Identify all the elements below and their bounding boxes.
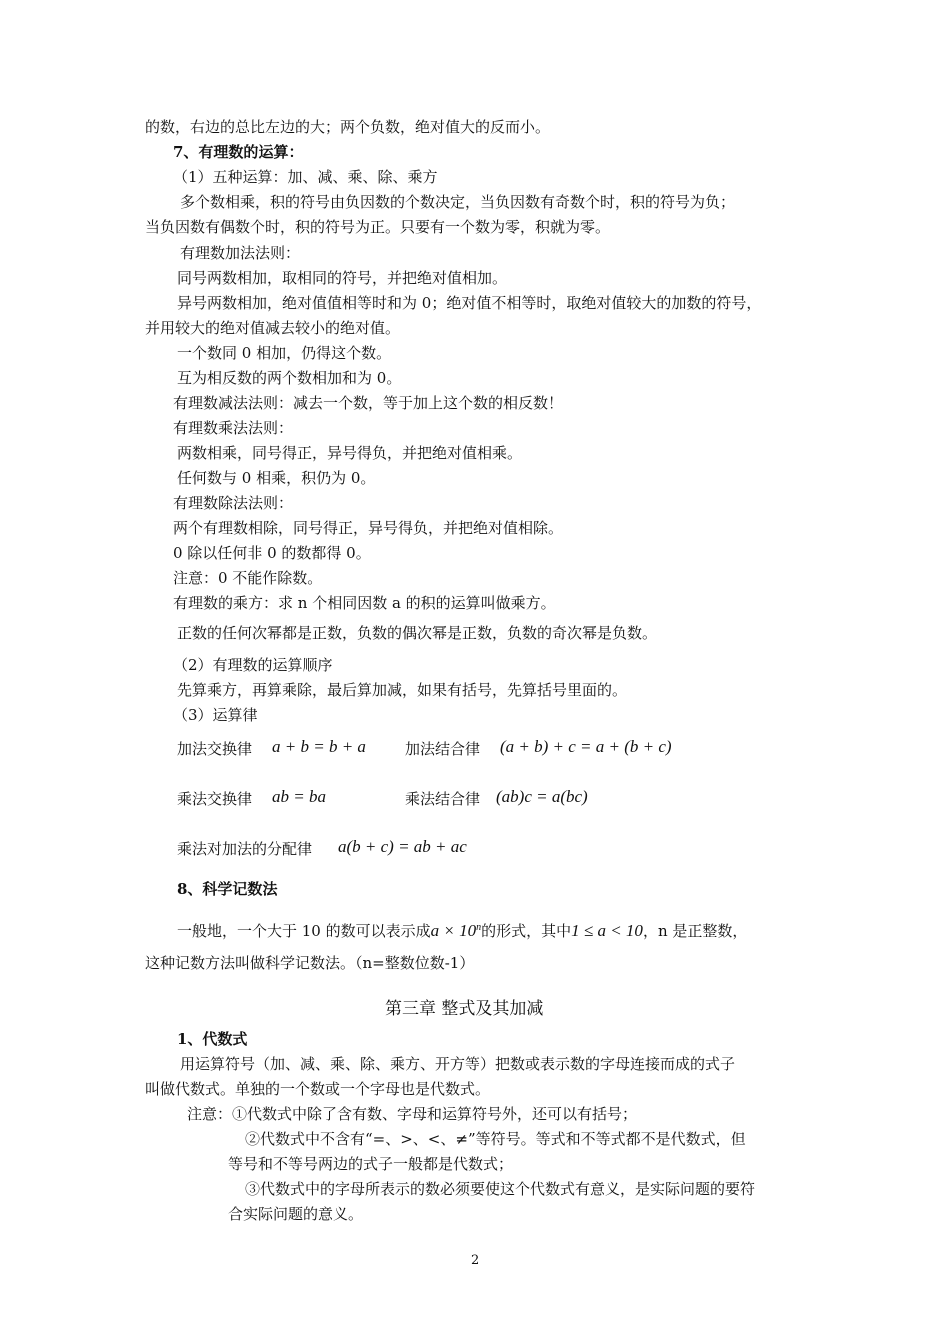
section-heading-1: 1、代数式 <box>177 1030 248 1048</box>
text-line: 正数的任何次幂都是正数，负数的偶次幂是正数，负数的奇次幂是负数。 <box>177 624 658 642</box>
formula-distributive: a(b + c) = ab + ac <box>338 837 467 856</box>
text-line: 多个数相乘，积的符号由负因数的个数决定，当负因数有奇数个时，积的符号为负； <box>180 193 736 211</box>
text-line: 互为相反数的两个数相加和为 0。 <box>177 369 402 387</box>
law-label-add-commutative: 加法交换律 <box>177 740 253 758</box>
sci-text-c: ，n 是正整数， <box>642 922 748 940</box>
law-label-distributive: 乘法对加法的分配律 <box>177 840 313 858</box>
note-line: 等号和不等号两边的式子一般都是代数式； <box>228 1155 514 1173</box>
text-line: 注意：0 不能作除数。 <box>173 569 323 587</box>
text-line: 两个有理数相除，同号得正，异号得负，并把绝对值相除。 <box>173 519 564 537</box>
text-line: 的数，右边的总比左边的大；两个负数，绝对值大的反而小。 <box>145 118 551 136</box>
rule-heading: 有理数乘法法则： <box>173 419 294 437</box>
text-line: 异号两数相加，绝对值值相等时和为 0；绝对值不相等时，取绝对值较大的加数的符号， <box>177 294 762 312</box>
text-line: 任何数与 0 相乘，积仍为 0。 <box>177 469 376 487</box>
law-label-mul-commutative: 乘法交换律 <box>177 790 253 808</box>
text-line: 有理数减法法则：减去一个数，等于加上这个数的相反数！ <box>173 394 564 412</box>
formula-add-associative: (a + b) + c = a + (b + c) <box>500 737 672 756</box>
text-line: 同号两数相加，取相同的符号，并把绝对值相加。 <box>177 269 508 287</box>
note-line: 注意：①代数式中除了含有数、字母和运算符号外，还可以有括号； <box>187 1105 638 1123</box>
sci-text-b: 的形式，其中 <box>481 922 572 940</box>
rule-heading: 有理数加法法则： <box>180 244 301 262</box>
text-line: 并用较大的绝对值减去较小的绝对值。 <box>145 319 401 337</box>
subsection-heading: （2）有理数的运算顺序 <box>173 656 333 674</box>
chapter-title: 第三章 整式及其加减 <box>385 999 544 1019</box>
subsection-heading: （3）运算律 <box>173 706 258 724</box>
text-line: 当负因数有偶数个时，积的符号为正。只要有一个数为零，积就为零。 <box>145 218 611 236</box>
text-line: 用运算符号（加、减、乘、除、乘方、开方等）把数或表示数的字母连接而成的式子 <box>180 1055 736 1073</box>
subsection-heading: （1）五种运算：加、减、乘、除、乘方 <box>173 168 438 186</box>
text-line: 0 除以任何非 0 的数都得 0。 <box>173 544 371 562</box>
text-line: 先算乘方，再算乘除，最后算加减，如果有括号，先算括号里面的。 <box>177 681 628 699</box>
formula-sci-form: a × 10 <box>430 921 477 940</box>
text-line: 有理数的乘方：求 n 个相同因数 a 的积的运算叫做乘方。 <box>173 594 556 612</box>
formula-mul-associative: (ab)c = a(bc) <box>496 787 588 806</box>
section-heading-8: 8、科学记数法 <box>177 880 278 898</box>
note-line: 合实际问题的意义。 <box>228 1205 364 1223</box>
note-line: ②代数式中不含有“=、>、<、≠”等符号。等式和不等式都不是代数式，但 <box>245 1130 746 1148</box>
note-line: ③代数式中的字母所表示的数必须要使这个代数式有意义，是实际问题的要符 <box>245 1180 756 1198</box>
text-line: 两数相乘，同号得正，异号得负，并把绝对值相乘。 <box>177 444 523 462</box>
text-line: 这种记数方法叫做科学记数法。（n=整数位数-1） <box>145 954 475 972</box>
text-line: 一个数同 0 相加，仍得这个数。 <box>177 344 392 362</box>
law-label-mul-associative: 乘法结合律 <box>405 790 481 808</box>
page-number: 2 <box>471 1253 480 1268</box>
formula-sci-exponent: n <box>476 922 482 933</box>
text-line <box>177 918 747 941</box>
section-heading-7: 7、有理数的运算： <box>173 143 304 161</box>
formula-sci-condition: 1 ≤ a < 10 <box>571 921 643 940</box>
rule-heading: 有理数除法法则： <box>173 494 294 512</box>
law-label-add-associative: 加法结合律 <box>405 740 481 758</box>
sci-text-a: 一般地，一个大于 10 的数可以表示成 <box>177 922 431 940</box>
text-line: 叫做代数式。单独的一个数或一个字母也是代数式。 <box>145 1080 491 1098</box>
formula-add-commutative: a + b = b + a <box>272 737 366 756</box>
formula-mul-commutative: ab = ba <box>272 787 326 806</box>
